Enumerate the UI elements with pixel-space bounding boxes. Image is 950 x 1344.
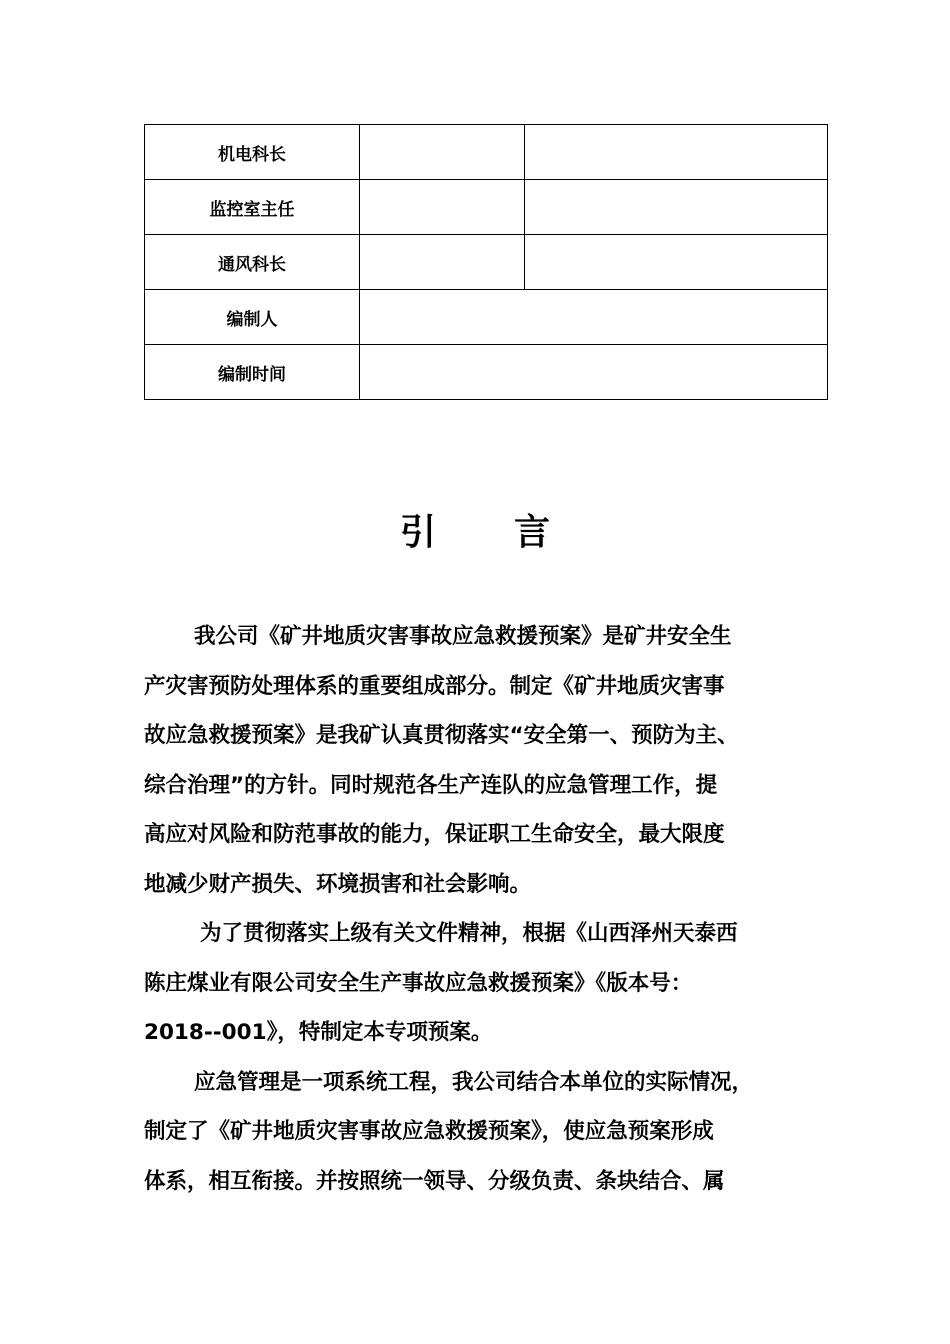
signature-cell [360, 125, 525, 180]
table-row [145, 345, 828, 400]
paragraph-line: 应急管理是一项系统工程，我公司结合本单位的实际情况， [194, 1069, 754, 1095]
date-cell [525, 235, 828, 290]
table-row [145, 180, 828, 235]
body-text [144, 612, 830, 1206]
value-cell [360, 345, 828, 400]
paragraph-line: 故应急救援预案》是我矿认真贯彻落实“安全第一、预防为主、 [144, 723, 739, 748]
paragraph-line: 体系，相互衔接。并按照统一领导、分级负责、条块结合、属 [144, 1168, 725, 1194]
table-row [145, 125, 828, 180]
paragraph-line: 产灾害预防处理体系的重要组成部分。制定《矿井地质灾害事 [144, 673, 725, 699]
paragraph-line: 地减少财产损失、环境损害和社会影响。 [144, 871, 532, 897]
paragraph-line: 我公司《矿井地质灾害事故应急救援预案》是矿井安全生 [194, 624, 732, 649]
paragraph-line: 2018--001》，特制定本专项预案。 [144, 1020, 493, 1045]
role-cell: 机电科长 [145, 125, 360, 180]
table-row [145, 235, 828, 290]
signature-cell [360, 180, 525, 235]
paragraph-line: 陈庄煤业有限公司安全生产事故应急救援预案》《版本号： [144, 970, 693, 996]
paragraph-line: 综合治理”的方针。同时规范各生产连队的应急管理工作，提 [144, 772, 718, 798]
paragraph-line: 制定了《矿井地质灾害事故应急救援预案》，使应急预案形成 [144, 1119, 714, 1144]
role-cell: 通风科长 [145, 235, 360, 290]
date-cell [525, 125, 828, 180]
role-cell: 编制时间 [145, 345, 360, 400]
table-row [145, 290, 828, 345]
date-cell [525, 180, 828, 235]
role-cell: 监控室主任 [145, 180, 360, 235]
section-title: 引言 [399, 512, 628, 553]
role-cell: 编制人 [145, 290, 360, 345]
signoff-table [144, 124, 828, 400]
paragraph-line: 高应对风险和防范事故的能力，保证职工生命安全，最大限度 [144, 822, 725, 847]
paragraph-line: 为了贯彻落实上级有关文件精神，根据《山西泽州天泰西 [200, 921, 738, 946]
signature-cell [360, 235, 525, 290]
value-cell [360, 290, 828, 345]
